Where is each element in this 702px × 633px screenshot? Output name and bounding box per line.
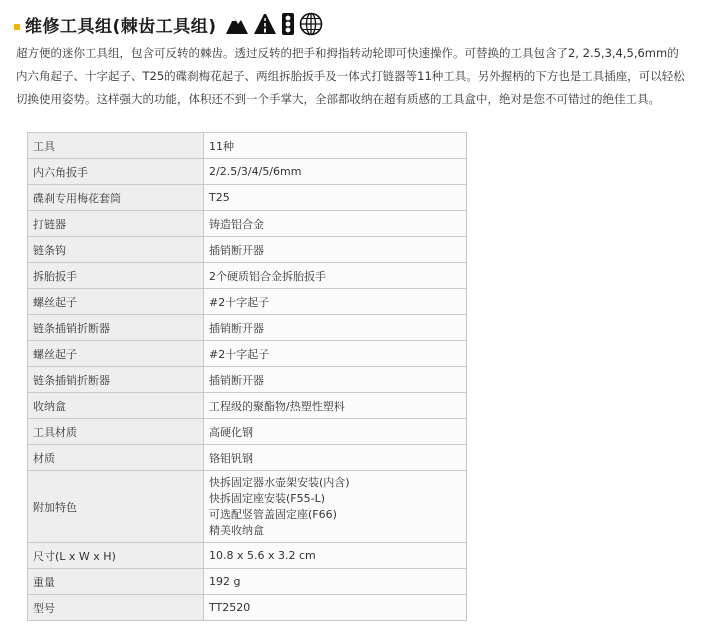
table-row	[28, 341, 467, 367]
spec-label: 工具	[28, 133, 204, 159]
spec-label: 尺寸(L x W x H)	[28, 543, 204, 569]
spec-label: 重量	[28, 569, 204, 595]
spec-label: 打链器	[28, 211, 204, 237]
spec-value-list	[204, 471, 467, 543]
table-row	[28, 133, 467, 159]
table-row	[28, 419, 467, 445]
spec-value: TT2520	[204, 595, 467, 621]
spec-value: 11种	[204, 133, 467, 159]
table-row	[28, 393, 467, 419]
spec-label: 拆胎扳手	[28, 263, 204, 289]
spec-value: 铸造铝合金	[204, 211, 467, 237]
bullet-marker	[14, 24, 20, 30]
product-description: 超方便的迷你工具组，包含可反转的棘齿。透过反转的把手和拇指转动轮即可快速操作。可替换的工具包含了2, 2.5,3,4,5,6mm的内六角起子、十字起子、T25的碟刹梅花起子、两组拆胎扳手及一体式打链器等11种工具。另外握柄的下方也是工具插座，可以轻松切换使用姿势。这样强大的功能，体积还不到一个手掌大，全部都收纳在超有质感的工具盒中，绝对是您不可错过的绝佳工具。	[16, 46, 685, 106]
table-row	[28, 211, 467, 237]
spec-value-line: 快拆固定器水壶架安装(内含)	[209, 475, 350, 489]
spec-value: #2十字起子	[204, 341, 467, 367]
spec-label: 碟刹专用梅花套筒	[28, 185, 204, 211]
spec-label: 链条插销折断器	[28, 315, 204, 341]
spec-value: #2十字起子	[204, 289, 467, 315]
spec-value: 工程级的聚酯物/热塑性塑料	[204, 393, 467, 419]
table-row	[28, 471, 467, 543]
spec-value: 192 g	[204, 569, 467, 595]
mountain-bike-icon	[225, 13, 249, 35]
road-icon	[253, 13, 277, 35]
spec-value: 插销断开器	[204, 315, 467, 341]
spec-label: 螺丝起子	[28, 341, 204, 367]
table-row	[28, 315, 467, 341]
spec-value-line: 可选配竖管盖固定座(F66)	[209, 507, 337, 521]
spec-label: 工具材质	[28, 419, 204, 445]
spec-value-line: 精美收纳盒	[209, 523, 264, 537]
spec-value: 高硬化钢	[204, 419, 467, 445]
feature-icons	[225, 12, 323, 36]
page-title: 维修工具组(棘齿工具组)	[25, 16, 217, 37]
spec-value: 铬钼钒钢	[204, 445, 467, 471]
table-row	[28, 445, 467, 471]
spec-label: 螺丝起子	[28, 289, 204, 315]
table-row	[28, 237, 467, 263]
table-row	[28, 185, 467, 211]
table-row	[28, 367, 467, 393]
spec-value: 插销断开器	[204, 367, 467, 393]
traffic-light-icon	[281, 12, 295, 36]
table-row	[28, 595, 467, 621]
spec-value: 10.8 x 5.6 x 3.2 cm	[204, 543, 467, 569]
spec-label: 内六角扳手	[28, 159, 204, 185]
table-row	[28, 569, 467, 595]
globe-icon	[299, 12, 323, 36]
table-row	[28, 263, 467, 289]
spec-value: 2/2.5/3/4/5/6mm	[204, 159, 467, 185]
spec-label: 型号	[28, 595, 204, 621]
table-row	[28, 289, 467, 315]
page-header	[14, 8, 323, 40]
spec-label: 链条插销折断器	[28, 367, 204, 393]
spec-value: 插销断开器	[204, 237, 467, 263]
spec-value-line: 快拆固定座安装(F55-L)	[209, 491, 326, 505]
table-row	[28, 159, 467, 185]
spec-value: T25	[204, 185, 467, 211]
table-row	[28, 543, 467, 569]
spec-label: 材质	[28, 445, 204, 471]
spec-label: 链条钩	[28, 237, 204, 263]
spec-label: 收纳盒	[28, 393, 204, 419]
spec-table	[27, 132, 467, 621]
spec-label: 附加特色	[28, 471, 204, 543]
spec-value: 2个硬质铝合金拆胎扳手	[204, 263, 467, 289]
